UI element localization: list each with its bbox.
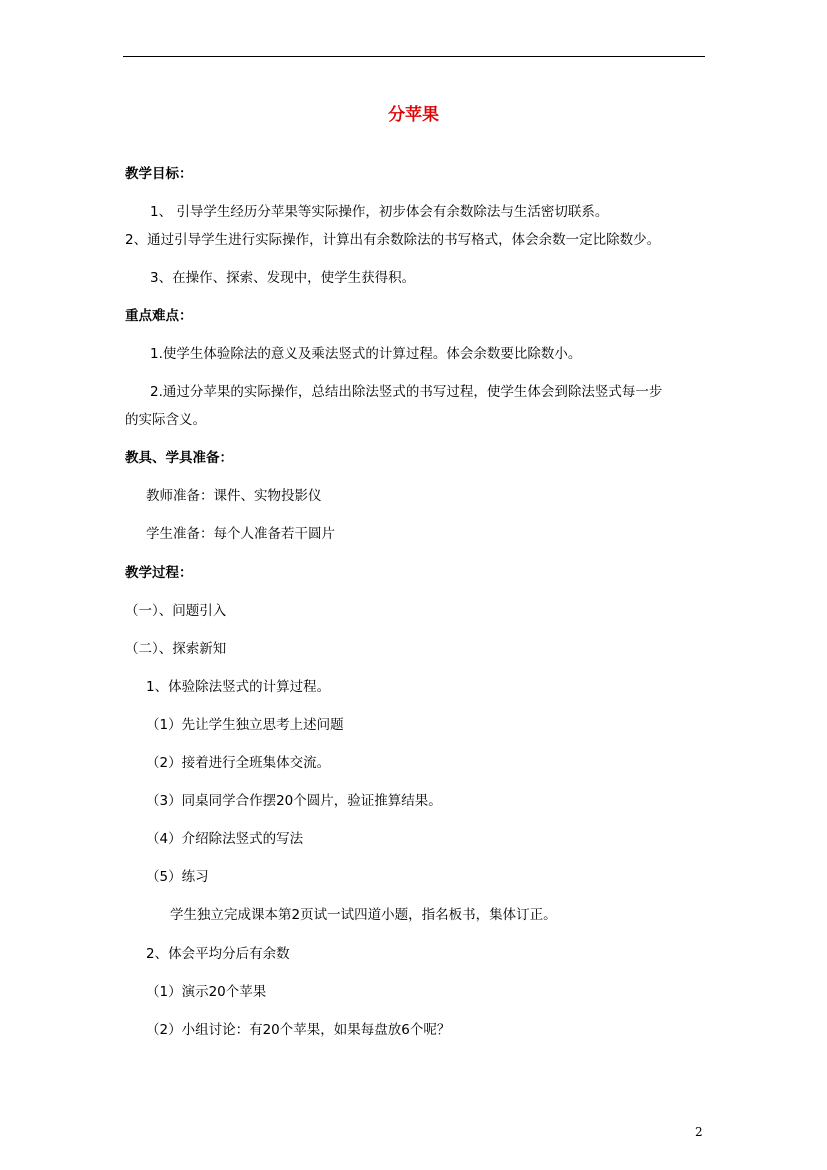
text-line: 的实际含义。 bbox=[125, 412, 206, 428]
section-heading: 教学目标： bbox=[125, 166, 193, 182]
text-line: （一）、问题引入 bbox=[125, 603, 227, 619]
text-line: （5）练习 bbox=[146, 869, 209, 885]
text-line: （2）接着进行全班集体交流。 bbox=[146, 755, 331, 771]
text-line: 3、在操作、探索、发现中，使学生获得积。 bbox=[150, 270, 416, 286]
section-heading: 教具、学具准备： bbox=[125, 450, 233, 466]
header-rule bbox=[123, 56, 705, 57]
section-heading: 教学过程： bbox=[125, 565, 193, 581]
text-line: 2、体会平均分后有余数 bbox=[146, 946, 290, 962]
document-title: 分苹果 bbox=[388, 105, 439, 125]
text-line: 1、 引导学生经历分苹果等实际操作，初步体会有余数除法与生活密切联系。 bbox=[150, 204, 609, 220]
text-line: 学生准备：每个人准备若干圆片 bbox=[146, 526, 335, 542]
text-line: 学生独立完成课本第2页试一试四道小题，指名板书，集体订正。 bbox=[170, 907, 557, 923]
text-line: （2）小组讨论：有20个苹果，如果每盘放6个呢？ bbox=[146, 1022, 451, 1038]
text-line: （二）、探索新知 bbox=[125, 641, 227, 657]
text-line: 教师准备：课件、实物投影仪 bbox=[146, 488, 322, 504]
section-heading: 重点难点： bbox=[125, 308, 193, 324]
text-line: （1）先让学生独立思考上述问题 bbox=[146, 717, 344, 733]
text-line: 1、体验除法竖式的计算过程。 bbox=[146, 679, 331, 695]
text-line: （3）同桌同学合作摆20个圆片，验证推算结果。 bbox=[146, 793, 442, 809]
text-line: 2、通过引导学生进行实际操作，计算出有余数除法的书写格式，体会余数一定比除数少。 bbox=[125, 232, 661, 248]
text-line: （4）介绍除法竖式的写法 bbox=[146, 831, 304, 847]
text-line: 1.使学生体验除法的意义及乘法竖式的计算过程。体会余数要比除数小。 bbox=[150, 346, 582, 362]
text-line: （1）演示20个苹果 bbox=[146, 984, 267, 1000]
text-line: 2.通过分苹果的实际操作，总结出除法竖式的书写过程，使学生体会到除法竖式每一步 bbox=[150, 384, 663, 400]
page-number: 2 bbox=[695, 1125, 703, 1139]
